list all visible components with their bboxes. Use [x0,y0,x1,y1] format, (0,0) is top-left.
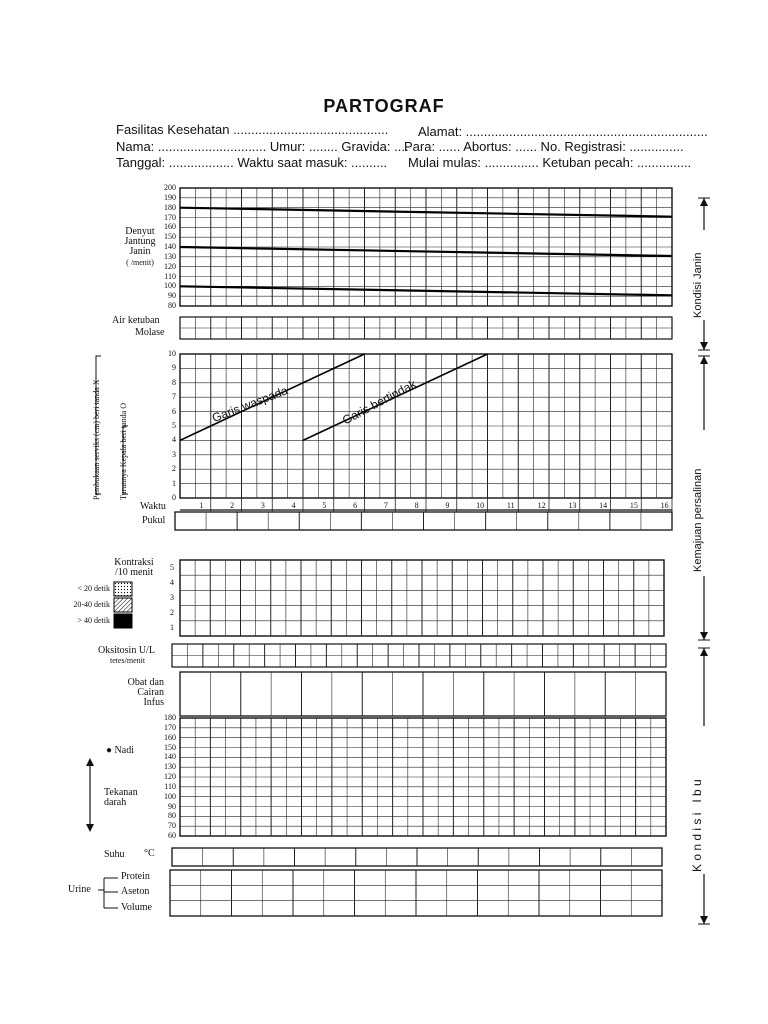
mother-side-arrow-head-down [700,916,708,924]
fetal-heart-tick: 140 [164,242,176,251]
hour-label: 2 [230,501,235,510]
pulse-bp-tick: 130 [164,762,176,772]
legend-box-solid [114,614,132,628]
pulse-bp-tick: 60 [168,831,176,840]
pulse-bp-tick: 170 [164,722,176,732]
drugs-label-line-2: Cairan [137,687,164,698]
contraction-tick: 3 [170,593,174,602]
hour-label: 6 [353,501,358,510]
bp-label [104,788,138,808]
bp-label-line-2: darah [104,797,127,808]
fetal-heart-tick: 130 [164,251,176,261]
head-descent-label: Turunnya Kepala beri tanda O [119,402,128,500]
urine-volume-label: Volume [121,902,152,913]
hour-label: 15 [629,501,638,510]
bp-arrow-down [86,824,94,832]
alert-line-label: Garis waspada [210,383,290,426]
legend-lt20: < 20 detik [77,584,110,593]
contraction-tick: 2 [170,608,174,618]
contraction-label [104,558,164,578]
contraction-tick: 4 [170,577,174,587]
drugs-label-line-3: Infus [143,697,164,708]
oxytocin-label: Oksitosin U/L [98,645,155,656]
temperature-unit: °C [144,848,155,859]
cervix-dilation-label: Pembukaan serviks (cm) beri tanda X [92,379,101,500]
fetal-heart-label [110,227,170,267]
cervix-tick: 10 [168,349,176,358]
cervix-tick: 5 [172,421,176,430]
fetal-heart-label-line-4: ( /menit) [126,258,154,267]
fetal-side-arrow-head-down [700,342,708,350]
pulse-bp-tick: 90 [168,801,176,811]
urine-aseton-label: Aseton [121,886,150,897]
hour-label: 5 [322,501,327,510]
waktu-label: Waktu [140,501,166,512]
drugs-label [112,678,164,708]
fetal-heart-tick: 170 [164,212,176,222]
hour-label: 1 [199,501,204,510]
cervix-tick: 7 [172,392,176,402]
hour-label: 8 [414,501,419,510]
pulse-bp-tick: 140 [164,752,176,762]
cervix-tick: 2 [172,464,176,474]
side-label-mother: K o n d i s i I b u [690,779,704,872]
hour-label: 12 [537,501,546,510]
fetal-heart-tick: 80 [168,301,176,310]
fetal-heart-tick: 100 [164,281,176,291]
cervix-tick: 1 [172,478,176,488]
air-ketuban-label: Air ketuban [112,315,160,326]
contraction-label-line-2: /10 menit [114,567,154,578]
hour-label: 16 [660,501,669,510]
fetal-heart-tick: 110 [164,271,176,281]
fetal-heart-tick: 190 [164,192,176,202]
contraction-tick: 5 [170,562,174,572]
fetal-heart-tick: 120 [164,261,176,271]
legend-box-dots [114,582,132,596]
header-line-2-left: Nama: .............................. Umur: ........ Gravida: .... [116,139,409,154]
molase-label: Molase [135,327,165,338]
hour-label: 7 [383,501,388,510]
urine-protein-label: Protein [121,871,150,882]
action-line-label: Garis bertindak [340,376,419,428]
labor-side-arrow-head-up [700,356,708,364]
mother-side-arrow-head-up [700,648,708,656]
oxytocin-unit-label: tetes/menit [110,656,146,665]
bp-arrow-up [86,758,94,766]
drugs-label-line-1: Obat dan [127,677,164,688]
cervix-tick: 6 [172,406,176,416]
fetal-heart-label-line-2: Jantung [124,236,156,247]
header-line-1-right: Alamat: ................................................................... [418,124,708,139]
legend-20-40: 20-40 detik [73,600,110,609]
urine-label: Urine [68,884,91,895]
cervix-tick: 4 [172,435,176,445]
urine-bracket [98,878,118,908]
pulse-bp-tick: 70 [168,821,176,831]
hour-label: 13 [568,501,577,510]
fetal-heart-label-line-1: Denyut [125,226,155,237]
fetal-heart-tick: 200 [164,183,176,192]
hour-label: 3 [260,501,265,510]
header-line-2-right: Para: ...... Abortus: ...... No. Registrasi: ............... [404,139,684,154]
cervix-tick: 3 [172,449,176,459]
temperature-label: Suhu [104,849,125,860]
pulse-bp-tick: 180 [164,713,176,722]
fetal-heart-label-line-3: Janin [129,246,151,257]
header-line-1-left: Fasilitas Kesehatan ........................................... [116,122,389,137]
side-label-fetal: Kondisi Janin [692,252,704,318]
pulse-bp-tick: 120 [164,772,176,781]
header-line-3-right: Mulai mulas: ............... Ketuban pecah: ............... [408,155,692,170]
header-line-3-left: Tanggal: .................. Waktu saat masuk: .......... [116,155,388,170]
legend-gt40: > 40 detik [77,616,110,625]
pulse-bp-tick: 100 [164,791,176,801]
cervix-tick: 0 [172,493,176,502]
cervix-tick: 9 [172,363,176,373]
fetal-heart-tick: 160 [164,222,176,232]
pulse-label: ● Nadi [106,745,134,756]
fetal-heart-tick: 180 [164,202,176,212]
document-title: PARTOGRAF [323,96,445,116]
contraction-tick: 1 [170,623,174,633]
hour-label: 10 [476,501,485,510]
fetal-side-arrow-head-up [700,198,708,206]
labor-side-arrow-head-down [700,632,708,640]
fetal-heart-tick: 90 [168,291,176,301]
cervix-tick: 8 [172,377,176,387]
pulse-label-text: Nadi [114,745,134,756]
hour-label: 14 [599,501,608,510]
pulse-bp-tick: 150 [164,742,176,752]
bp-label-line-1: Tekanan [104,787,138,798]
pulse-bp-tick: 110 [164,781,176,791]
contraction-label-line-1: Kontraksi [114,557,154,568]
hour-label: 4 [291,501,296,510]
fetal-heart-tick: 150 [164,232,176,242]
hour-label: 11 [506,501,515,510]
pukul-label: Pukul [142,515,166,526]
legend-box-hatch [114,598,132,612]
pulse-bp-tick: 80 [168,811,176,821]
side-label-labor: Kemajuan persalinan [692,468,704,572]
pulse-bp-tick: 160 [164,732,176,742]
hour-label: 9 [445,501,450,510]
